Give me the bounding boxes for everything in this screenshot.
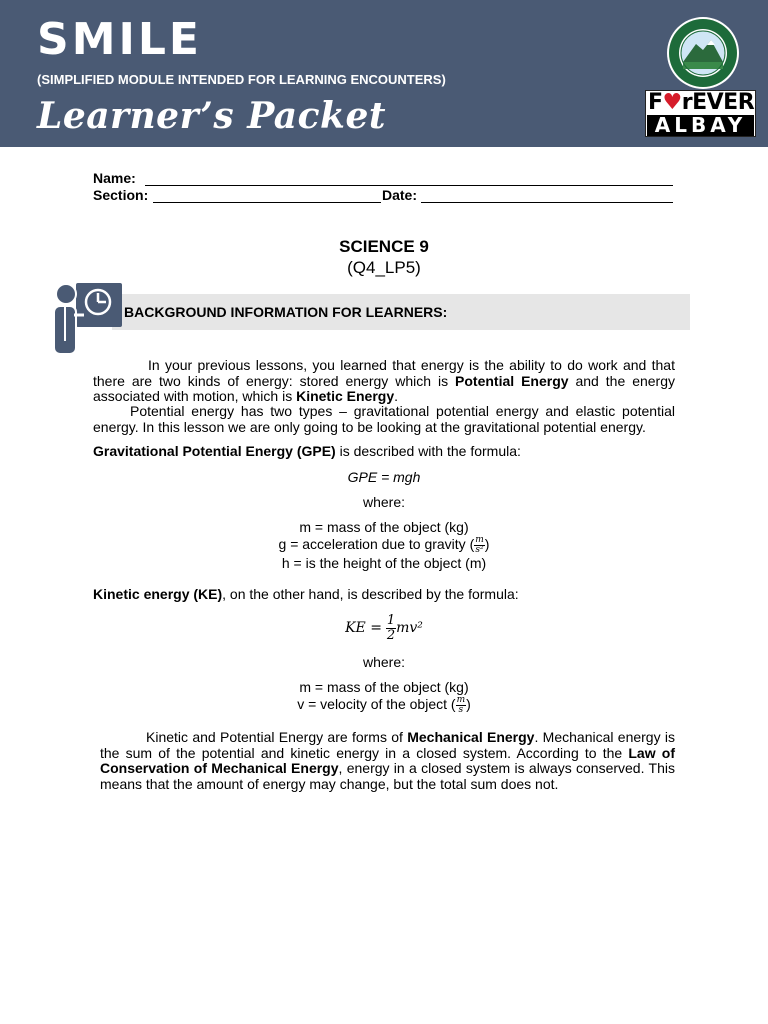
height-definition: h = is the height of the object (m)	[281, 555, 487, 571]
velocity-definition: v = velocity of the object ( $\frac{m}{s}$ )	[297, 694, 471, 715]
section-heading: BACKGROUND INFORMATION FOR LEARNERS:	[124, 304, 448, 320]
date-label: Date:	[382, 187, 418, 203]
module-title: SMILE	[37, 14, 202, 65]
section-field[interactable]	[153, 202, 381, 203]
date-field[interactable]	[421, 202, 673, 203]
forever-logo-text: F♥rEVER	[648, 90, 755, 115]
mass-definition-2: m = mass of the object (kg)	[299, 679, 469, 695]
where-label-1: where:	[362, 494, 406, 510]
section-label: Section:	[93, 187, 149, 203]
gpe-formula: GPE = mgh	[347, 469, 421, 485]
deped-seal-icon	[666, 16, 740, 90]
where-label-2: where:	[362, 654, 406, 670]
learners-packet-title: Learner’s Packet	[37, 95, 387, 137]
module-subtitle: (SIMPLIFIED MODULE INTENDED FOR LEARNING ENCOUNTERS)	[37, 72, 446, 87]
gpe-intro: Gravitational Potential Energy (GPE) is described with the formula:	[93, 443, 521, 459]
forever-albay-logo	[645, 90, 756, 137]
ke-intro: Kinetic energy (KE), on the other hand, is described by the formula:	[93, 586, 519, 602]
gravity-definition: g = acceleration due to gravity ( $\frac{m}{\text{s²}}$ )	[278, 534, 490, 555]
header-banner	[0, 0, 768, 147]
heart-icon: ♥	[662, 90, 682, 115]
ke-formula: KE = $\frac{1}{2}$ mv²	[345, 612, 423, 643]
teacher-presentation-icon	[50, 281, 126, 357]
albay-logo-text: ALBAY	[647, 115, 754, 136]
name-field[interactable]	[145, 185, 673, 186]
intro-paragraph: In your previous lessons, you learned that energy is the ability to do work and that there are two kinds of energy: stored energy which is Potential Energy and the energy associated with motion, which is Kinetic Energy.	[93, 357, 675, 404]
lesson-code: (Q4_LP5)	[347, 258, 421, 277]
mass-definition: m = mass of the object (kg)	[299, 519, 469, 535]
name-label: Name:	[93, 170, 136, 186]
potential-energy-paragraph: Potential energy has two types – gravitational potential energy and elastic potential energy. In this lesson we are only going to be looking at the gravitational potential energy.	[93, 403, 675, 435]
subject-title: SCIENCE 9	[339, 237, 429, 256]
mechanical-energy-paragraph: Kinetic and Potential Energy are forms of Mechanical Energy. Mechanical energy is the sum of the potential and kinetic energy in a closed system. According to the Law of Conservation of Mechanical Energy, energy in a closed system is always conserved. This means that the amount of energy may change, but the total sum does not.	[100, 729, 676, 792]
